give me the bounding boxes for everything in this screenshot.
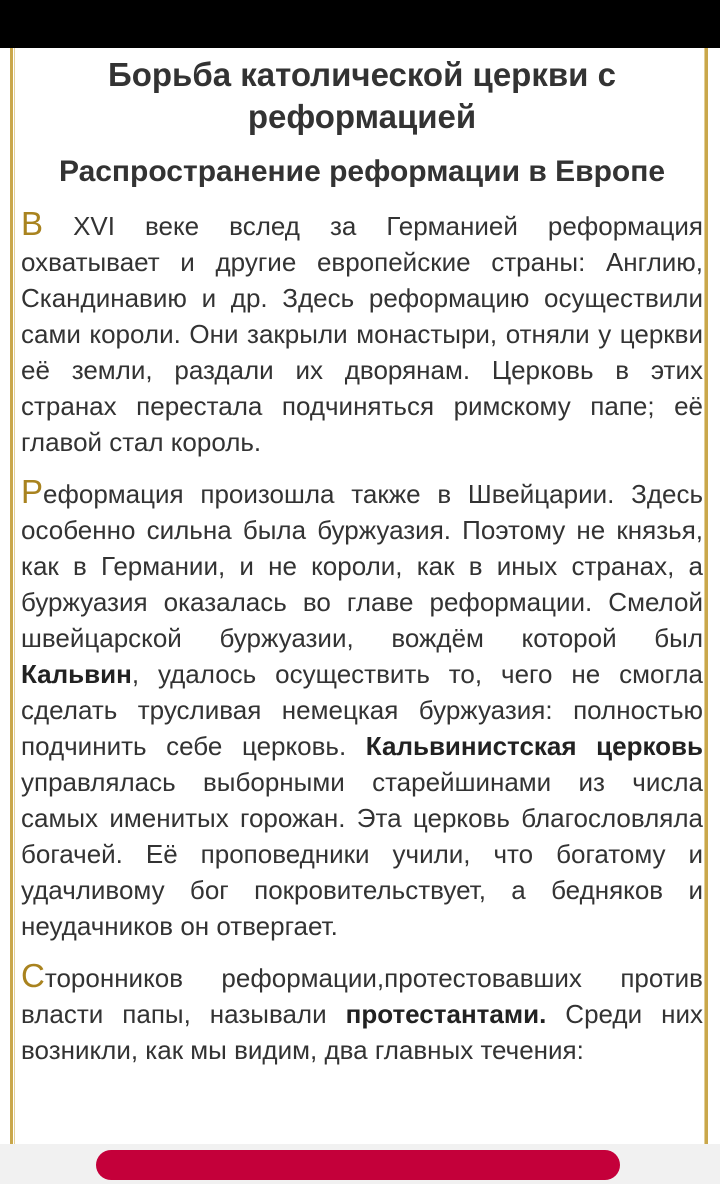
paragraph-text: еформация произошла также в Швейцарии. Здесь особенно сильна была буржуазия. Поэтому не князья, как в Германии, и не короли, как в иных странах, а буржуазия оказалась во главе реформации. Смелой швейцарской буржуазии, вождём которой был: [21, 479, 703, 653]
article-frame: [10, 48, 708, 1144]
paragraph-2: [21, 474, 703, 944]
status-bar: [0, 0, 720, 48]
bold-term-calvin: Кальвин: [21, 659, 132, 689]
paragraph-text: торонников реформации,протестовавших против власти папы, называли: [21, 963, 703, 1029]
bold-term-protestants: протестантами.: [345, 999, 547, 1029]
paragraph-text: управлялась выборными старейшинами из числа самых именитых горожан. Эта церковь благословляла богачей. Её проповедники учили, что богатому и удачливому бог покровительствует, а бедняков и неудачников он отвергает.: [21, 767, 703, 941]
frame-inner-line-right: [704, 48, 705, 1144]
paragraph-text: XVI веке вслед за Германией реформация охватывает и другие европейские страны: Англию, Скандинавию и др. Здесь реформацию осуществили сами короли. Они закрыли монастыри, отняли у церкви её земли, раздали их дворянам. Церковь в этих странах перестала подчиняться римскому папе; её главой стал король.: [21, 211, 703, 457]
paragraph-text: Среди них возникли, как мы видим, два главных течения:: [21, 999, 703, 1065]
frame-inner-line-left: [14, 48, 15, 1144]
section-title: Распространение реформации в Европе: [58, 155, 666, 188]
paragraph-text: , удалось осуществить то, чего не смогла сделать трусливая немецкая буржуазия: полностью подчинить себе церковь.: [21, 659, 703, 761]
paragraph-1: [21, 206, 703, 460]
drop-cap: Р: [21, 473, 44, 510]
page-title: Борьба католической церкви с реформацией: [108, 56, 616, 135]
paragraph-3: [21, 958, 703, 1068]
article-content: [21, 54, 703, 1068]
drop-cap: С: [21, 957, 45, 994]
redaction-scribble: [96, 1150, 620, 1180]
drop-cap: В: [21, 205, 44, 242]
bold-term-calvinist-church: Кальвинистская церковь: [365, 731, 703, 761]
